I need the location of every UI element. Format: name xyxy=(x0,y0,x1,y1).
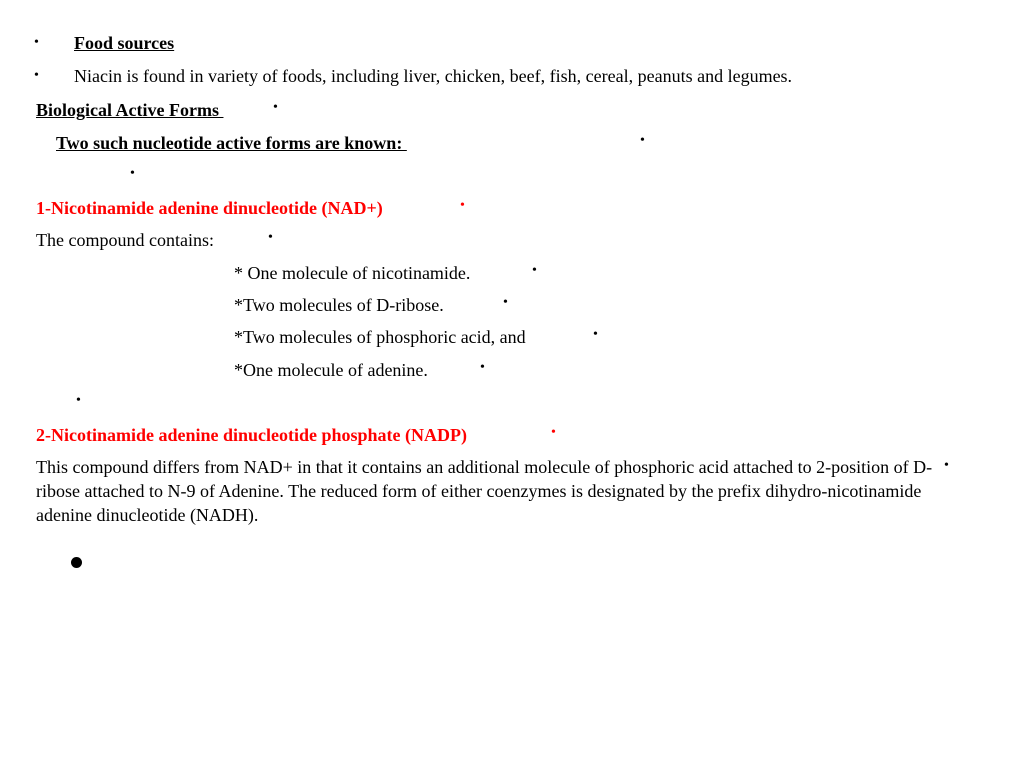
compound-contains-label: The compound contains: xyxy=(36,230,214,250)
component-item-phosphoric-acid: *Two molecules of phosphoric acid, and xyxy=(234,327,526,347)
bullet-marker: • xyxy=(268,230,273,245)
bullet-marker: • xyxy=(76,393,81,408)
niacin-sentence: Niacin is found in variety of foods, including liver, chicken, beef, fish, cereal, peanuts and legumes. xyxy=(74,66,793,86)
bullet-marker: • xyxy=(503,295,508,310)
nadp-heading: 2-Nicotinamide adenine dinucleotide phosphate (NADP) xyxy=(36,425,468,445)
component-item-ribose: *Two molecules of D-ribose. xyxy=(234,295,444,315)
bullet-marker: • xyxy=(532,263,537,278)
bullet-marker: • xyxy=(593,327,598,342)
bullet-marker: • xyxy=(640,133,645,148)
bullet-marker: • xyxy=(460,198,465,213)
component-item-adenine: *One molecule of adenine. xyxy=(234,360,428,380)
component-item-nicotinamide: * One molecule of nicotinamide. xyxy=(234,263,471,283)
bullet-marker: • xyxy=(273,100,278,115)
bullet-marker: • xyxy=(551,425,556,440)
bullet-marker: • xyxy=(130,166,135,181)
bullet-marker: • xyxy=(944,458,949,473)
biological-active-forms-heading: Biological Active Forms xyxy=(36,100,224,120)
nadp-description-paragraph: This compound differs from NAD+ in that it contains an additional molecule of phosphoric acid attached to 2-position of D-ribose attached to N-9 of Adenine. The reduced form of either coenzymes is designated by the prefix dihydro-nicotinamide adenine dinucleotide (NADH). xyxy=(36,457,933,525)
two-forms-heading: Two such nucleotide active forms are known: xyxy=(56,133,407,153)
bullet-marker: • xyxy=(34,35,39,50)
bullet-marker: • xyxy=(34,68,39,83)
food-sources-heading: Food sources xyxy=(74,33,175,53)
large-bullet-dot xyxy=(71,557,82,568)
nad-heading: 1-Nicotinamide adenine dinucleotide (NAD+) xyxy=(36,198,383,218)
bullet-marker: • xyxy=(480,360,485,375)
